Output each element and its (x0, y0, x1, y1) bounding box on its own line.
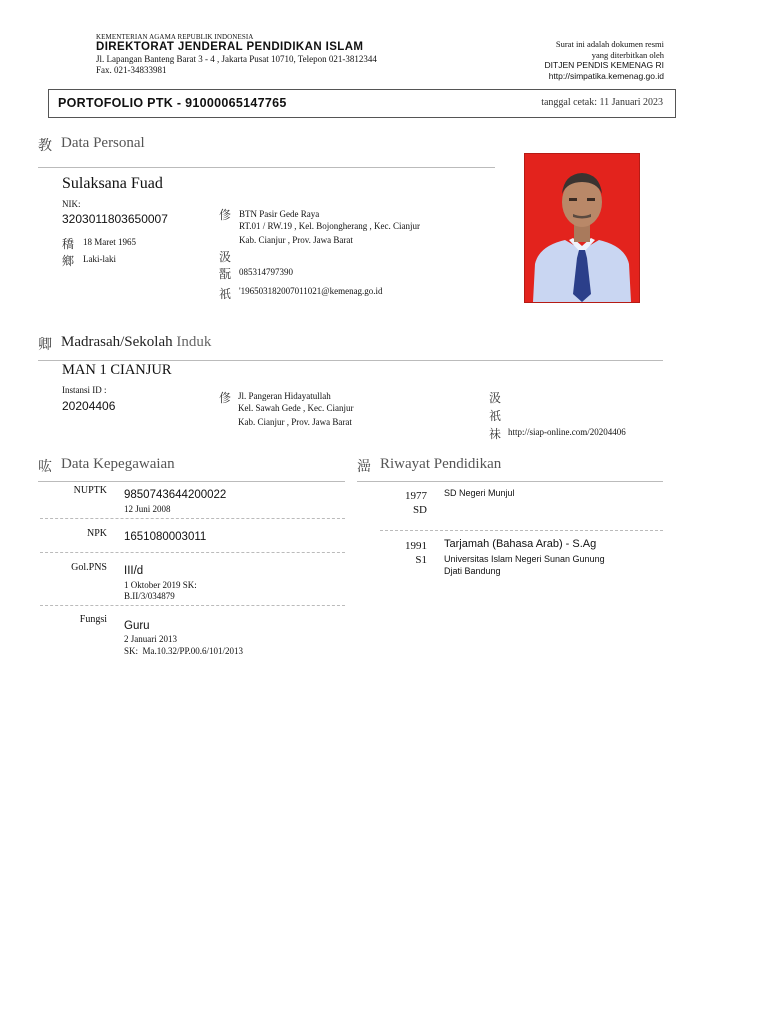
education-level: S1 (415, 554, 427, 566)
employment-divider (38, 481, 345, 482)
employment-row-label: Fungsi (79, 614, 107, 625)
school-phone-icon: 汲 (489, 391, 502, 405)
school-address-icon: 俢 (219, 391, 232, 405)
school-address-line3: Kab. Cianjur , Prov. Jawa Barat (238, 417, 352, 427)
nik-value: 3203011803650007 (62, 212, 168, 226)
education-institution (444, 553, 664, 577)
employment-row-date: 2 Januari 2013 (124, 634, 177, 644)
official-note-line1: Surat ini adalah dokumen resmi (555, 39, 664, 49)
phone-icon: 汲 (219, 250, 232, 264)
person-name: Sulaksana Fuad (62, 175, 163, 192)
school-section-title (61, 334, 211, 351)
personal-divider (38, 167, 495, 168)
gender-icon: 鄉 (62, 254, 75, 268)
education-divider (357, 481, 663, 482)
education-section-title: Riwayat Pendidikan (380, 456, 502, 472)
school-address (238, 390, 353, 428)
employment-row-value: Guru (124, 620, 150, 632)
header-address: Jl. Lapangan Banteng Barat 3 - 4 , Jakarta Pusat 10710, Telepon 021-3812344 (96, 54, 377, 64)
employment-section-title: Data Kepegawaian (61, 456, 175, 472)
personal-address-line2: RT.01 / RW.19 , Kel. Bojongherang , Kec. Cianjur (239, 221, 420, 231)
education-title: Tarjamah (Bahasa Arab) - S.Ag (444, 538, 597, 550)
employment-row-label: NPK (86, 528, 107, 539)
email-icon: 祇 (219, 287, 232, 301)
employment-row-date: 1 Oktober 2019 SK: (124, 580, 197, 590)
instansi-label: Instansi ID : (62, 385, 107, 395)
ministry-name: KEMENTERIAN AGAMA REPUBLIK INDONESIA (96, 33, 254, 41)
birthdate-value: 18 Maret 1965 (83, 237, 136, 247)
employment-row-sk: B.II/3/034879 (124, 591, 175, 601)
school-section-title-sub: Induk (176, 334, 212, 350)
official-note-line3: DITJEN PENDIS KEMENAG RI (544, 60, 664, 70)
personal-section-title: Data Personal (61, 135, 145, 151)
employment-row (40, 606, 345, 666)
official-note (404, 39, 664, 81)
email-value[interactable]: '196503182007011021@kemenag.go.id (239, 286, 383, 296)
education-level: SD (412, 504, 427, 516)
education-item (380, 531, 663, 591)
employment-row-label: NUPTK (73, 485, 107, 496)
education-list (380, 484, 663, 591)
nik-label: NIK: (62, 199, 81, 209)
employment-row (40, 553, 345, 605)
official-note-link[interactable]: http://simpatika.kemenag.go.id (548, 70, 664, 81)
personal-section-icon: 教 (38, 139, 52, 154)
birthdate-icon: 穚 (62, 237, 75, 251)
school-section-icon: 卿 (38, 338, 52, 353)
education-institution: SD Negeri Munjul (444, 488, 515, 498)
instansi-value: 20204406 (62, 399, 116, 413)
personal-address-line3: Kab. Cianjur , Prov. Jawa Barat (239, 235, 353, 245)
title-box (48, 89, 676, 118)
education-year: 1977 (405, 490, 427, 502)
employment-row (40, 519, 345, 547)
school-website[interactable]: http://siap-online.com/20204406 (508, 427, 626, 437)
personal-address-line1: BTN Pasir Gede Raya (239, 209, 320, 219)
official-note-line2: yang diterbitkan oleh (591, 49, 664, 60)
address-icon: 俢 (219, 208, 232, 222)
mobile-value: 085314797390 (239, 267, 293, 277)
profile-photo (524, 153, 640, 303)
mobile-icon: 翫 (219, 267, 232, 281)
school-address-line1: Jl. Pangeran Hidayatullah (238, 391, 331, 401)
education-item (380, 484, 663, 530)
education-year-level (380, 539, 427, 567)
education-institution-line1: Universitas Islam Negeri Sunan Gunung (444, 554, 605, 564)
education-year: 1991 (405, 540, 427, 552)
school-address-line2: Kel. Sawah Gede , Kec. Cianjur (238, 403, 354, 413)
school-name: MAN 1 CIANJUR (62, 362, 172, 378)
profile-photo-portrait (525, 154, 639, 302)
portfolio-title: PORTOFOLIO PTK - 91000065147765 (58, 96, 287, 110)
print-date: tanggal cetak: 11 Januari 2023 (541, 97, 663, 108)
school-divider (38, 360, 663, 361)
employment-row-value: 1651080003011 (124, 531, 207, 543)
employment-table (40, 484, 345, 666)
school-section-title-main: Madrasah/Sekolah (61, 334, 173, 350)
education-institution-line2: Djati Bandung (444, 566, 501, 576)
header-fax: Fax. 021-34833981 (96, 65, 167, 75)
employment-row-sk: SK: Ma.10.32/PP.00.6/101/2013 (124, 646, 244, 656)
education-year-level (380, 489, 427, 517)
gender-value: Laki-laki (83, 254, 116, 264)
directorate-name: DIREKTORAT JENDERAL PENDIDIKAN ISLAM (96, 41, 364, 53)
education-section-icon: 澏 (357, 460, 371, 475)
employment-row-label: Gol.PNS (71, 562, 107, 573)
school-email-icon: 祇 (489, 409, 502, 423)
personal-address (239, 208, 420, 246)
school-website-icon: 祙 (489, 427, 502, 441)
employment-row-value: III/d (124, 565, 144, 577)
employment-row (40, 484, 345, 518)
employment-row-value: 9850743644200022 (124, 489, 227, 501)
employment-row-date: 12 Juni 2008 (124, 504, 171, 514)
employment-section-icon: 吰 (38, 460, 52, 475)
